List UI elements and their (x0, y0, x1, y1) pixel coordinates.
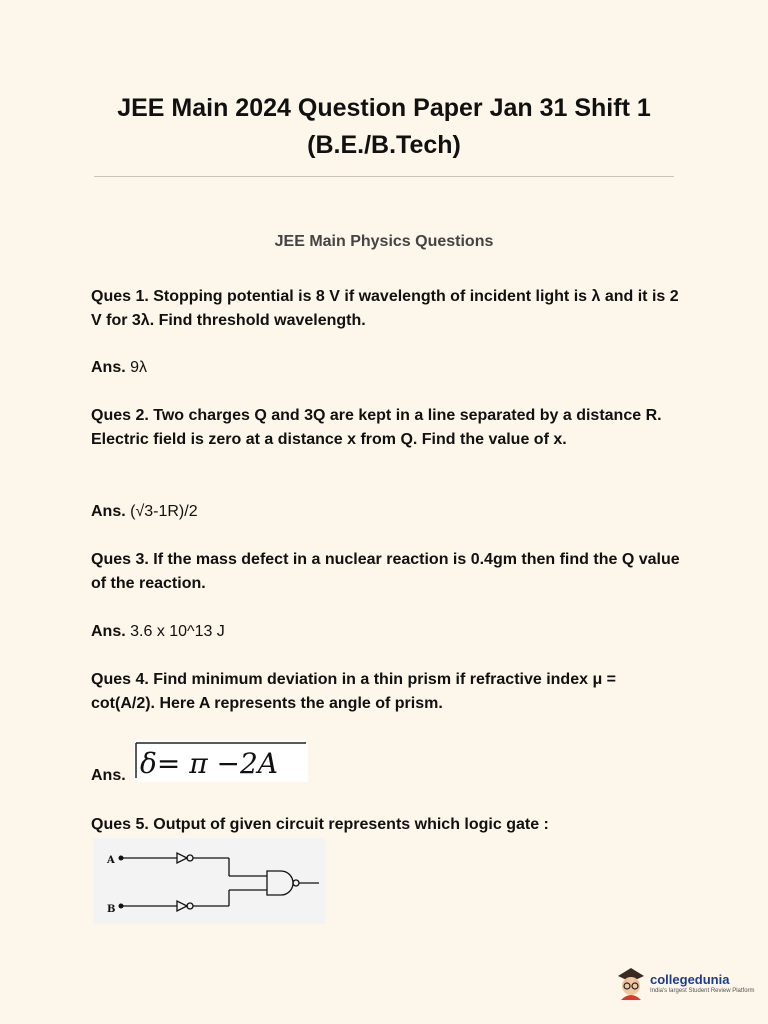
answer-label: Ans. (91, 623, 126, 640)
handwritten-text: δ= π −2A (140, 747, 279, 780)
input-b-label: B (107, 904, 116, 915)
answer-label: Ans. (91, 359, 126, 376)
question-5: Ques 5. Output of given circuit represents which logic gate : (91, 816, 549, 833)
circuit-svg (93, 838, 325, 924)
answer-value: (√3-1R)/2 (130, 503, 198, 520)
input-a-label: A (107, 855, 115, 866)
title-line-1: JEE Main 2024 Question Paper Jan 31 Shift 1 (117, 94, 651, 122)
handwritten-answer-image (134, 740, 308, 782)
logo-name: collegedunia (650, 972, 730, 987)
answer-value: 3.6 x 10^13 J (130, 623, 225, 640)
handwritten-formula (134, 740, 308, 782)
answer-value: 9λ (130, 359, 148, 376)
not-gate-b (177, 901, 187, 911)
answer-1 (91, 356, 147, 380)
logo-tagline: India's largest Student Review Platform (650, 988, 755, 994)
answer-4 (91, 764, 126, 788)
question-2: Ques 2. Two charges Q and 3Q are kept in a line separated by a distance R. Electric field is zero at a distance x from Q. Find the value of x. (91, 407, 662, 448)
answer-2 (91, 500, 198, 524)
question-3: Ques 3. If the mass defect in a nuclear reaction is 0.4gm then find the Q value of the reaction. (91, 551, 680, 592)
answer-label: Ans. (91, 767, 126, 784)
collegedunia-logo (614, 964, 755, 1004)
question-1: Ques 1. Stopping potential is 8 V if wavelength of incident light is λ and it is 2 V for 3λ. Find threshold wavelength. (91, 288, 679, 329)
answer-label: Ans. (91, 503, 126, 520)
title-line-2: (B.E./B.Tech) (307, 131, 461, 159)
document-title (0, 90, 768, 164)
section-heading: JEE Main Physics Questions (274, 233, 494, 250)
title-divider (94, 176, 674, 177)
question-4: Ques 4. Find minimum deviation in a thin prism if refractive index μ = cot(A/2). Here A represents the angle of prism. (91, 671, 617, 712)
mascot-icon (614, 964, 648, 1002)
nand-gate (267, 871, 293, 895)
logic-circuit-diagram (93, 838, 325, 924)
not-gate-a (177, 853, 187, 863)
answer-3 (91, 620, 225, 644)
